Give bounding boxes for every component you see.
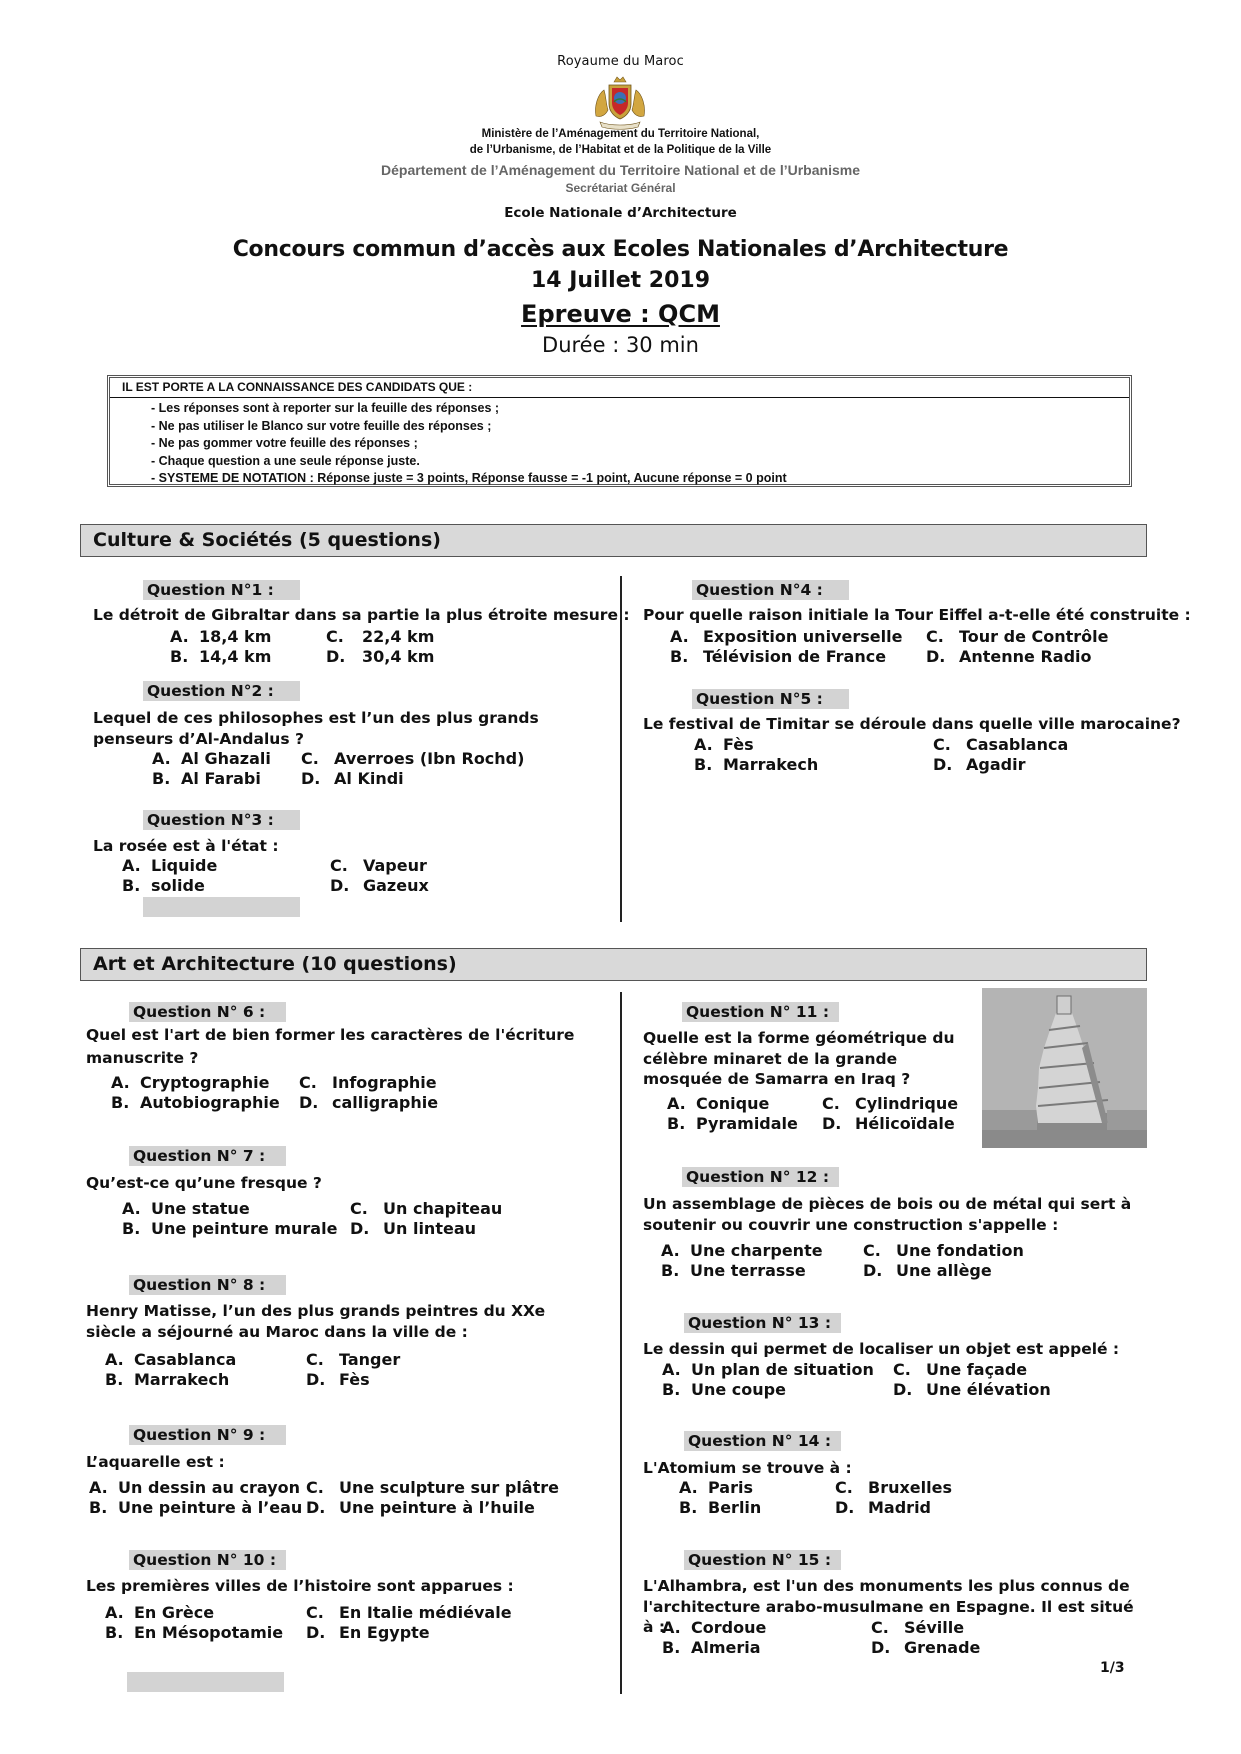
option-b[interactable]: B. Autobiographie xyxy=(111,1093,280,1112)
section-header-art-architecture: Art et Architecture (10 questions) xyxy=(80,948,1147,981)
option-a[interactable]: A. Une statue xyxy=(122,1199,250,1218)
option-d[interactable]: D. Une allège xyxy=(863,1261,992,1280)
option-b[interactable]: B. Une peinture murale xyxy=(122,1219,338,1238)
exam-date: 14 Juillet 2019 xyxy=(530,268,711,293)
school-name: Ecole Nationale d’Architecture xyxy=(504,205,737,221)
option-c[interactable]: C. Bruxelles xyxy=(835,1478,952,1497)
option-d[interactable]: D. Grenade xyxy=(871,1638,981,1657)
option-d[interactable]: D. Agadir xyxy=(933,755,1026,774)
question-text: Le détroit de Gibraltar dans sa partie la plus étroite mesure : xyxy=(93,606,630,624)
question-label: Question N° 11 : xyxy=(682,1002,839,1022)
option-a[interactable]: A. Al Ghazali xyxy=(152,749,271,768)
option-b[interactable]: B. Marrakech xyxy=(105,1370,230,1389)
option-c[interactable]: C. Une sculpture sur plâtre xyxy=(306,1478,559,1497)
option-c[interactable]: C. Tour de Contrôle xyxy=(926,627,1109,646)
question-label: Question N° 12 : xyxy=(682,1167,839,1187)
blank-label-bar xyxy=(127,1672,284,1692)
samarra-minaret-image xyxy=(982,988,1147,1148)
option-d[interactable]: D. Une élévation xyxy=(893,1380,1051,1399)
option-c[interactable]: C. En Italie médiévale xyxy=(306,1603,512,1622)
instruction-item: - Ne pas gommer votre feuille des réponses ; xyxy=(151,436,418,451)
question-text: La rosée est à l'état : xyxy=(93,837,279,855)
question-text: Le dessin qui permet de localiser un objet est appelé : xyxy=(643,1340,1120,1358)
option-c[interactable]: C. Vapeur xyxy=(330,856,427,875)
instruction-item: - Les réponses sont à reporter sur la feuille des réponses ; xyxy=(151,401,500,415)
question-text: L'Atomium se trouve à : xyxy=(643,1459,852,1477)
option-a[interactable]: A. 18,4 km xyxy=(170,627,272,646)
question-text: Quel est l'art de bien former les caractères de l'écriture manuscrite ? xyxy=(86,1026,575,1067)
option-b[interactable]: B. Une terrasse xyxy=(661,1261,806,1280)
option-a[interactable]: A. Exposition universelle xyxy=(670,627,903,646)
instruction-item: - SYSTEME DE NOTATION : Réponse juste = 3 points, Réponse fausse = -1 point, Aucune réponse = 0 point xyxy=(151,471,787,486)
exam-title: Concours commun d’accès aux Ecoles Nationales d’Architecture xyxy=(232,237,1009,262)
option-a[interactable]: A. Un plan de situation xyxy=(662,1360,874,1379)
exam-type xyxy=(0,300,1241,328)
option-c[interactable]: C. Averroes (Ibn Rochd) xyxy=(301,749,525,768)
option-a[interactable]: A. Liquide xyxy=(122,856,218,875)
blank-label-bar xyxy=(143,897,300,917)
question-label: Question N° 8 : xyxy=(129,1275,286,1295)
exam-duration: Durée : 30 min xyxy=(542,333,699,357)
option-a[interactable]: A. Cryptographie xyxy=(111,1073,270,1092)
option-c[interactable]: C. Un chapiteau xyxy=(350,1199,503,1218)
question-label: Question N°2 : xyxy=(143,681,300,701)
option-c[interactable]: C. Séville xyxy=(871,1618,965,1637)
instruction-item: - Ne pas utiliser le Blanco sur votre feuille des réponses ; xyxy=(151,418,492,433)
question-label: Question N° 7 : xyxy=(129,1146,286,1166)
option-b[interactable]: B. Une peinture à l’eau xyxy=(89,1498,303,1517)
option-d[interactable]: D. 30,4 km xyxy=(326,647,435,666)
question-text: Quelle est la forme géométrique du célèbre minaret de la grande mosquée de Samarra en Iraq ? xyxy=(643,1029,955,1088)
option-d[interactable]: D. Antenne Radio xyxy=(926,647,1092,666)
option-b[interactable]: B. Marrakech xyxy=(694,755,819,774)
option-d[interactable]: D. Fès xyxy=(306,1370,370,1389)
instructions-heading: IL EST PORTE A LA CONNAISSANCE DES CANDIDATS QUE : xyxy=(110,378,1129,398)
option-a[interactable]: A. Fès xyxy=(694,735,754,754)
question-label: Question N°1 : xyxy=(143,580,300,600)
option-d[interactable]: D. En Egypte xyxy=(306,1623,430,1642)
option-b[interactable]: B. solide xyxy=(122,876,205,895)
instruction-item: - Chaque question a une seule réponse juste. xyxy=(151,453,420,468)
option-b[interactable]: B. En Mésopotamie xyxy=(105,1623,284,1642)
option-a[interactable]: A. Conique xyxy=(667,1094,770,1113)
question-label: Question N°3 : xyxy=(143,810,300,830)
option-b[interactable]: B. Une coupe xyxy=(662,1380,786,1399)
column-divider xyxy=(620,576,622,922)
option-c[interactable]: C. 22,4 km xyxy=(326,627,435,646)
question-label: Question N°4 : xyxy=(692,580,849,600)
question-label: Question N°5 : xyxy=(692,689,849,709)
question-label: Question N° 14 : xyxy=(684,1431,841,1451)
instructions-box xyxy=(107,375,1132,487)
question-text: Un assemblage de pièces de bois ou de métal qui sert à soutenir ou couvrir une construction s'appelle : xyxy=(643,1195,1132,1234)
country-name: Royaume du Maroc xyxy=(557,54,684,69)
department-name: Département de l’Aménagement du Territoire National et de l’Urbanisme xyxy=(381,162,860,178)
option-b[interactable]: B. Berlin xyxy=(679,1498,762,1517)
option-c[interactable]: C. Casablanca xyxy=(933,735,1069,754)
instructions-list xyxy=(110,400,1129,488)
option-a[interactable]: A. En Grèce xyxy=(105,1603,215,1622)
secretariat-name: Secrétariat Général xyxy=(565,181,676,195)
section-header-culture: Culture & Sociétés (5 questions) xyxy=(80,524,1147,557)
option-d[interactable]: D. Un linteau xyxy=(350,1219,476,1238)
question-text: L’aquarelle est : xyxy=(86,1453,225,1471)
option-a[interactable]: A. Cordoue xyxy=(662,1618,767,1637)
option-a[interactable]: A. Une charpente xyxy=(661,1241,823,1260)
option-a[interactable]: A. Paris xyxy=(679,1478,753,1497)
option-b[interactable]: B. Almeria xyxy=(662,1638,761,1657)
column-divider xyxy=(620,992,622,1694)
question-label: Question N° 10 : xyxy=(129,1550,286,1570)
question-label: Question N° 6 : xyxy=(129,1002,286,1022)
question-text: Qu’est-ce qu’une fresque ? xyxy=(86,1174,322,1192)
question-text: Les premières villes de l’histoire sont apparues : xyxy=(86,1577,514,1595)
question-text: Pour quelle raison initiale la Tour Eiffel a-t-elle été construite : xyxy=(643,606,1191,624)
option-a[interactable]: A. Un dessin au crayon xyxy=(89,1478,300,1497)
option-d[interactable]: D. Gazeux xyxy=(330,876,429,895)
page-number: 1/3 xyxy=(1100,1660,1125,1676)
option-b[interactable]: B. 14,4 km xyxy=(170,647,272,666)
option-b[interactable]: B. Télévision de France xyxy=(670,647,887,666)
question-label: Question N° 9 : xyxy=(129,1425,286,1445)
option-d[interactable]: D. calligraphie xyxy=(299,1093,439,1112)
option-d[interactable]: D. Une peinture à l’huile xyxy=(306,1498,535,1517)
coat-of-arms-icon xyxy=(588,76,652,130)
ministry-line-1: Ministère de l’Aménagement du Territoire National, xyxy=(481,128,760,140)
question-text: Henry Matisse, l’un des plus grands peintres du XXe siècle a séjourné au Maroc dans la ville de : xyxy=(86,1302,546,1341)
option-d[interactable]: D. Madrid xyxy=(835,1498,931,1517)
ministry-line-2: de l’Urbanisme, de l’Habitat et de la Politique de la Ville xyxy=(469,144,772,156)
option-c[interactable]: C. Une fondation xyxy=(863,1241,1024,1260)
question-text: Lequel de ces philosophes est l’un des plus grands penseurs d’Al-Andalus ? xyxy=(93,709,539,748)
option-c[interactable]: C. Infographie xyxy=(299,1073,437,1092)
option-b[interactable]: B. Pyramidale xyxy=(667,1114,798,1133)
option-d[interactable]: D. Al Kindi xyxy=(301,769,404,788)
option-c[interactable]: C. Tanger xyxy=(306,1350,401,1369)
question-label: Question N° 15 : xyxy=(684,1550,841,1570)
question-text: L'Alhambra, est l'un des monuments les plus connus de l'architecture arabo-musulmane en Espagne. Il est situé à : xyxy=(643,1577,1134,1636)
question-label: Question N° 13 : xyxy=(684,1313,841,1333)
question-text: Le festival de Timitar se déroule dans quelle ville marocaine? xyxy=(643,715,1181,733)
option-b[interactable]: B. Al Farabi xyxy=(152,769,261,788)
option-c[interactable]: C. Une façade xyxy=(893,1360,1028,1379)
option-a[interactable]: A. Casablanca xyxy=(105,1350,237,1369)
option-c[interactable]: C. Cylindrique xyxy=(822,1094,959,1113)
exam-type-label: Epreuve : QCM xyxy=(521,300,720,328)
option-d[interactable]: D. Hélicoïdale xyxy=(822,1114,955,1133)
